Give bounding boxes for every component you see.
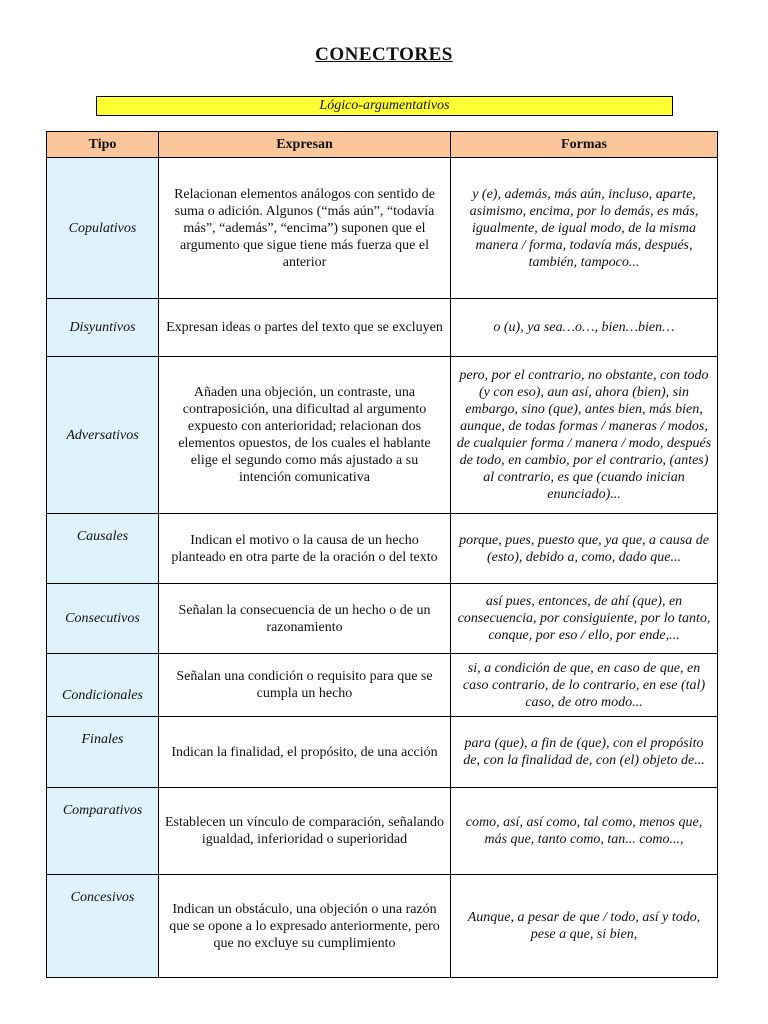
row-tipo-cell: Adversativos	[47, 357, 159, 514]
row-expresan-cell: Añaden una objeción, un contraste, una contraposición, una dificultad al argumento expuesto con anterioridad; relacionan dos elementos opuestos, de los cuales el hablante elige el segundo como más ajustado a su intención comunicativa	[159, 357, 451, 514]
row-tipo-cell: Comparativos	[47, 788, 159, 875]
row-expresan-cell: Indican la finalidad, el propósito, de una acción	[159, 717, 451, 788]
row-tipo-cell: Disyuntivos	[47, 299, 159, 357]
row-formas-cell: así pues, entonces, de ahí (que), en consecuencia, por consiguiente, por lo tanto, conque, por eso / ello, por ende,...	[451, 584, 718, 654]
row-expresan-cell: Señalan una condición o requisito para que se cumpla un hecho	[159, 654, 451, 717]
table-row	[47, 717, 718, 788]
page-title: CONECTORES	[315, 44, 453, 65]
row-expresan-cell: Relacionan elementos análogos con sentido de suma o adición. Algunos (“más aún”, “todavía más”, “además”, “encima”) suponen que el argumento que sigue tiene más fuerza que el anterior	[159, 158, 451, 299]
header-tipo: Tipo	[47, 132, 159, 158]
row-tipo-cell: Finales	[47, 717, 159, 788]
row-tipo-cell: Copulativos	[47, 158, 159, 299]
table-row	[47, 514, 718, 584]
row-tipo-cell: Concesivos	[47, 875, 159, 978]
row-expresan-cell: Indican un obstáculo, una objeción o una razón que se opone a lo expresado anteriormente, pero que no excluye su cumplimiento	[159, 875, 451, 978]
table-row	[47, 357, 718, 514]
connectors-table	[46, 131, 718, 978]
row-expresan-cell: Expresan ideas o partes del texto que se excluyen	[159, 299, 451, 357]
row-formas-cell: pero, por el contrario, no obstante, con todo (y con eso), aun así, ahora (bien), sin embargo, sino (que), antes bien, más bien, aunque, de todas formas / maneras / modos, de cualquier forma / manera / modo, después de todo, en cambio, por el contrario, (antes) al contrario, es que (cuando inician enunciado)...	[451, 357, 718, 514]
row-formas-cell: porque, pues, puesto que, ya que, a causa de (esto), debido a, como, dado que...	[451, 514, 718, 584]
table-row	[47, 158, 718, 299]
category-banner: Lógico-argumentativos	[96, 96, 673, 116]
row-formas-cell: o (u), ya sea…o…, bien…bien…	[451, 299, 718, 357]
row-tipo-cell: Condicionales	[47, 654, 159, 717]
table-row	[47, 654, 718, 717]
row-expresan-cell: Establecen un vínculo de comparación, señalando igualdad, inferioridad o superioridad	[159, 788, 451, 875]
row-expresan-cell: Indican el motivo o la causa de un hecho planteado en otra parte de la oración o del texto	[159, 514, 451, 584]
header-formas: Formas	[451, 132, 718, 158]
table-row	[47, 584, 718, 654]
header-expresan: Expresan	[159, 132, 451, 158]
row-tipo-cell: Consecutivos	[47, 584, 159, 654]
table-row	[47, 299, 718, 357]
table-header-row	[47, 132, 718, 158]
row-formas-cell: y (e), además, más aún, incluso, aparte, asimismo, encima, por lo demás, es más, igualmente, de igual modo, de la misma manera / forma, todavía más, después, también, tampoco...	[451, 158, 718, 299]
row-expresan-cell: Señalan la consecuencia de un hecho o de un razonamiento	[159, 584, 451, 654]
row-tipo-cell: Causales	[47, 514, 159, 584]
row-formas-cell: si, a condición de que, en caso de que, en caso contrario, de lo contrario, en ese (tal) caso, de otro modo...	[451, 654, 718, 717]
row-formas-cell: Aunque, a pesar de que / todo, así y todo, pese a que, si bien,	[451, 875, 718, 978]
row-formas-cell: para (que), a fin de (que), con el propósito de, con la finalidad de, con (el) objeto de...	[451, 717, 718, 788]
table-row	[47, 788, 718, 875]
row-formas-cell: como, así, así como, tal como, menos que, más que, tanto como, tan... como...,	[451, 788, 718, 875]
table-row	[47, 875, 718, 978]
